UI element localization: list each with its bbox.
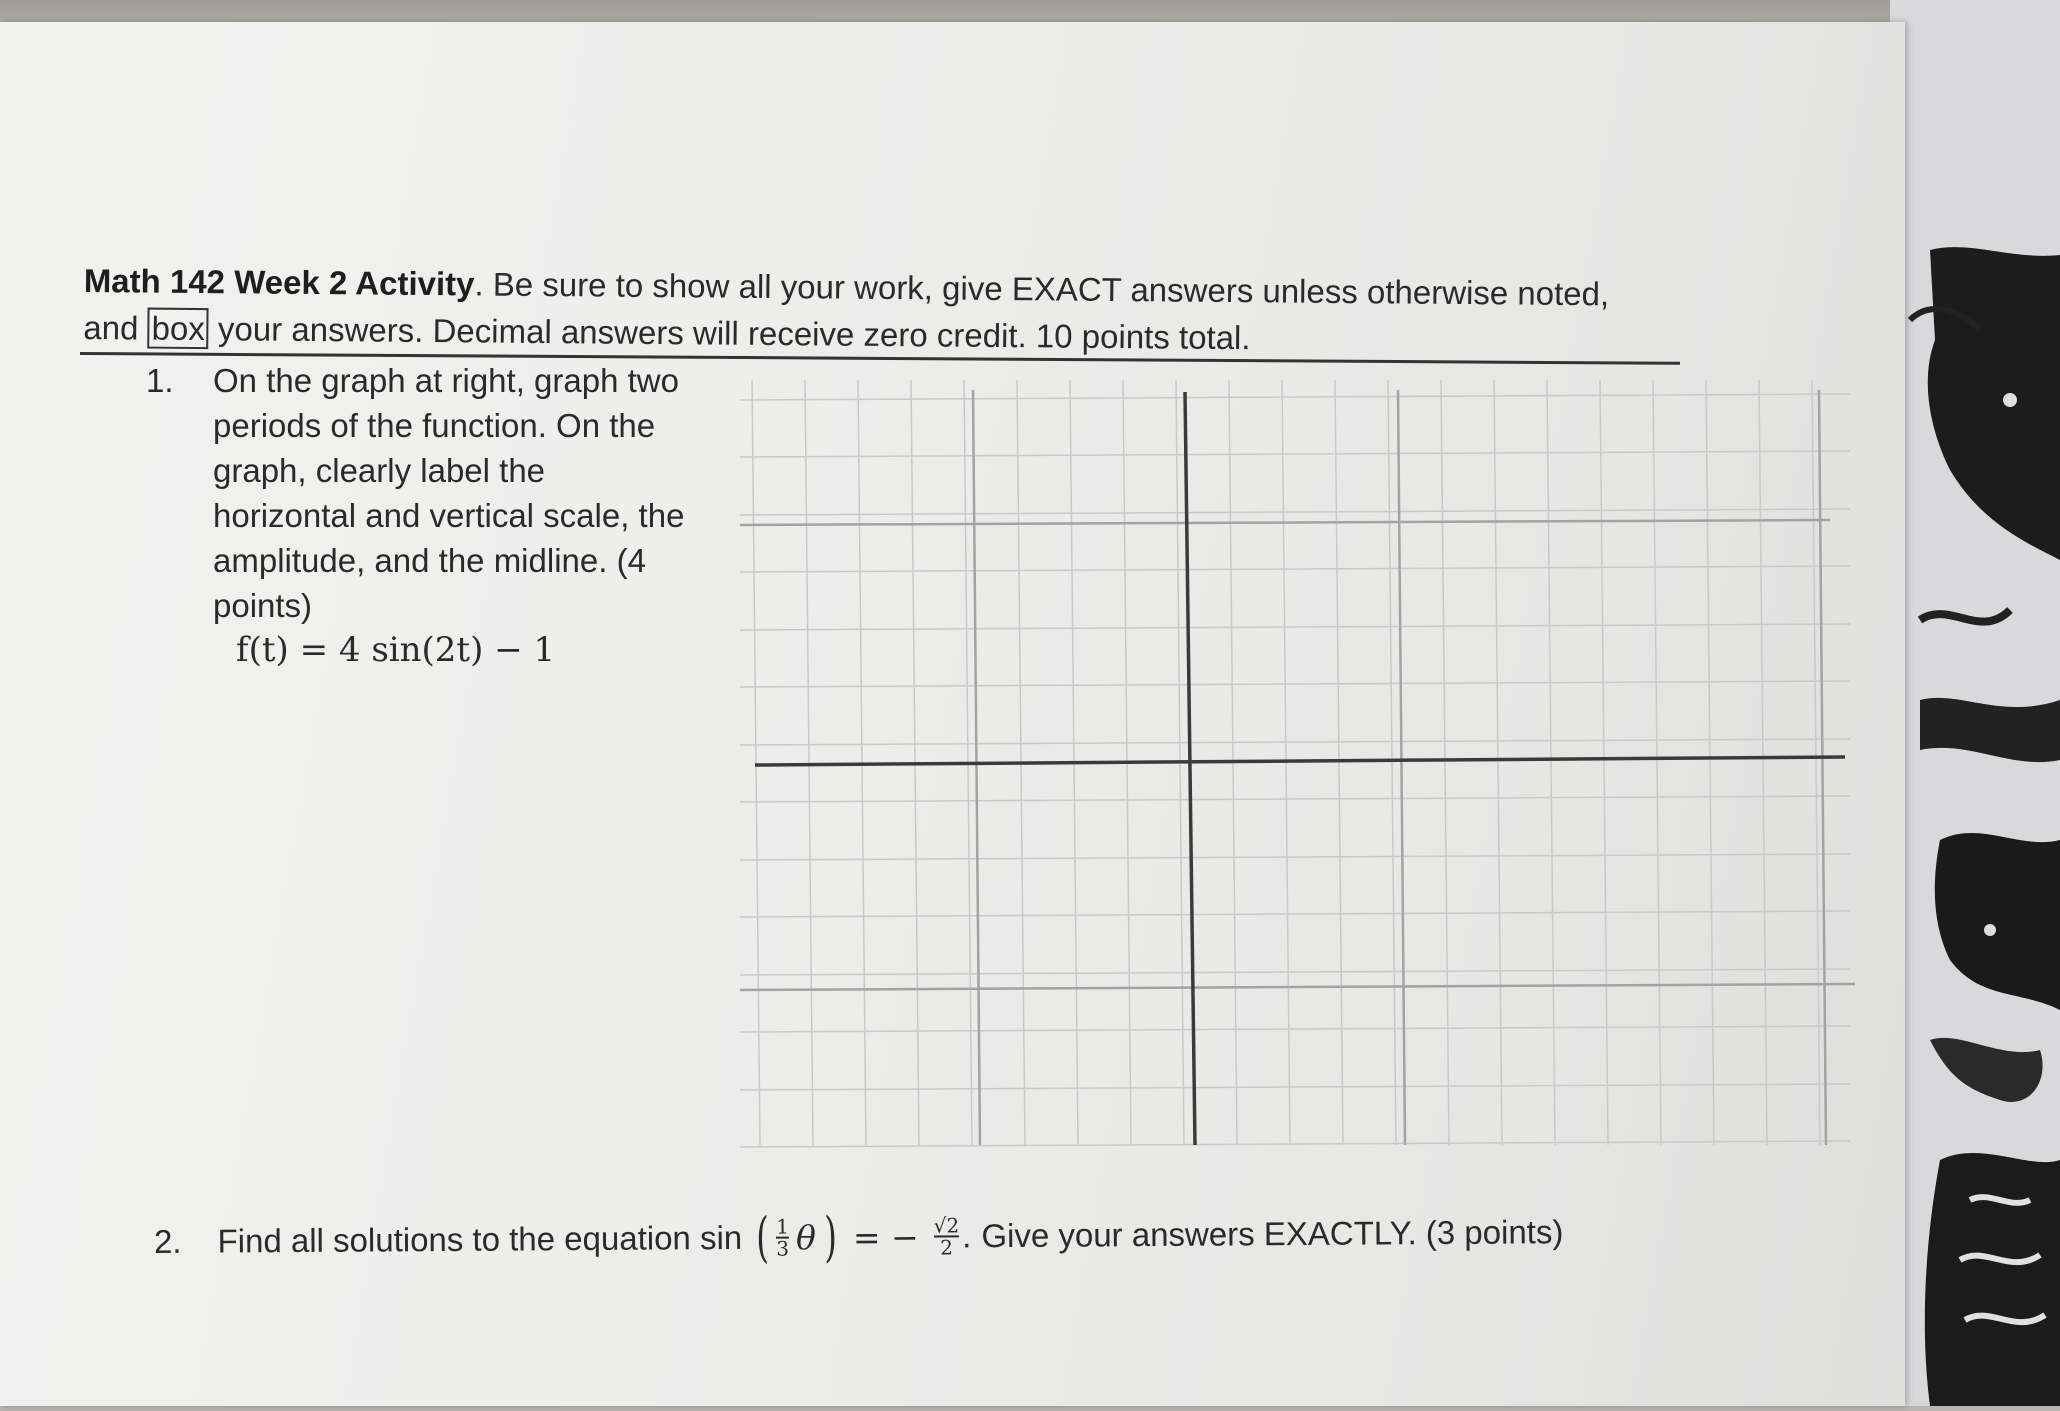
equation	[752, 1205, 972, 1269]
header-instructions-and: and	[83, 308, 139, 347]
header-instructions-line1: . Be sure to show all your work, give EXACT answers unless otherwise noted,	[474, 265, 1610, 313]
header-title: Math 142 Week 2 Activity	[83, 261, 475, 303]
question-2-text-before: Find all solutions to the equation sin	[217, 1218, 743, 1260]
blank-graph-grid	[740, 380, 1860, 1160]
worksheet-header	[83, 257, 1684, 365]
fraction-denominator: 2	[940, 1235, 954, 1260]
backdrop-right	[1890, 0, 2060, 1406]
question-1-line: amplitude, and the midline. (4	[213, 542, 646, 579]
question-2-text-after: Give your answers EXACTLY. (3 points)	[981, 1213, 1564, 1255]
question-1-number: 1.	[146, 362, 174, 399]
question-1-text	[213, 358, 773, 628]
question-1-line: graph, clearly label the	[213, 452, 546, 489]
right-parenthesis: )	[823, 1205, 837, 1269]
question-1-line: points)	[213, 587, 313, 624]
question-1-line: periods of the function. On the	[213, 407, 656, 444]
fraction-numerator: 1	[776, 1214, 790, 1239]
boxed-word: box	[147, 308, 209, 350]
question-1-line: horizontal and vertical scale, the	[213, 497, 685, 534]
equals-negative: = −	[852, 1217, 919, 1257]
fraction-numerator: √2	[933, 1213, 960, 1238]
function-formula: f(t) = 4 sin(2t) − 1	[236, 630, 556, 670]
question-1-line: On the graph at right, graph two	[213, 362, 679, 399]
question-2-number: 2.	[153, 1222, 182, 1260]
header-instructions-line2: your answers. Decimal answers will receive zero credit. 10 points total.	[217, 310, 1251, 357]
question-2	[154, 1205, 1564, 1269]
patterned-fabric	[1890, 0, 2060, 1406]
theta-variable: θ	[795, 1217, 817, 1258]
fraction-one-third	[776, 1214, 790, 1261]
fraction-root2-over-2	[933, 1213, 960, 1260]
period: .	[962, 1217, 972, 1255]
left-parenthesis: (	[756, 1205, 770, 1269]
fraction-denominator: 3	[776, 1236, 790, 1261]
